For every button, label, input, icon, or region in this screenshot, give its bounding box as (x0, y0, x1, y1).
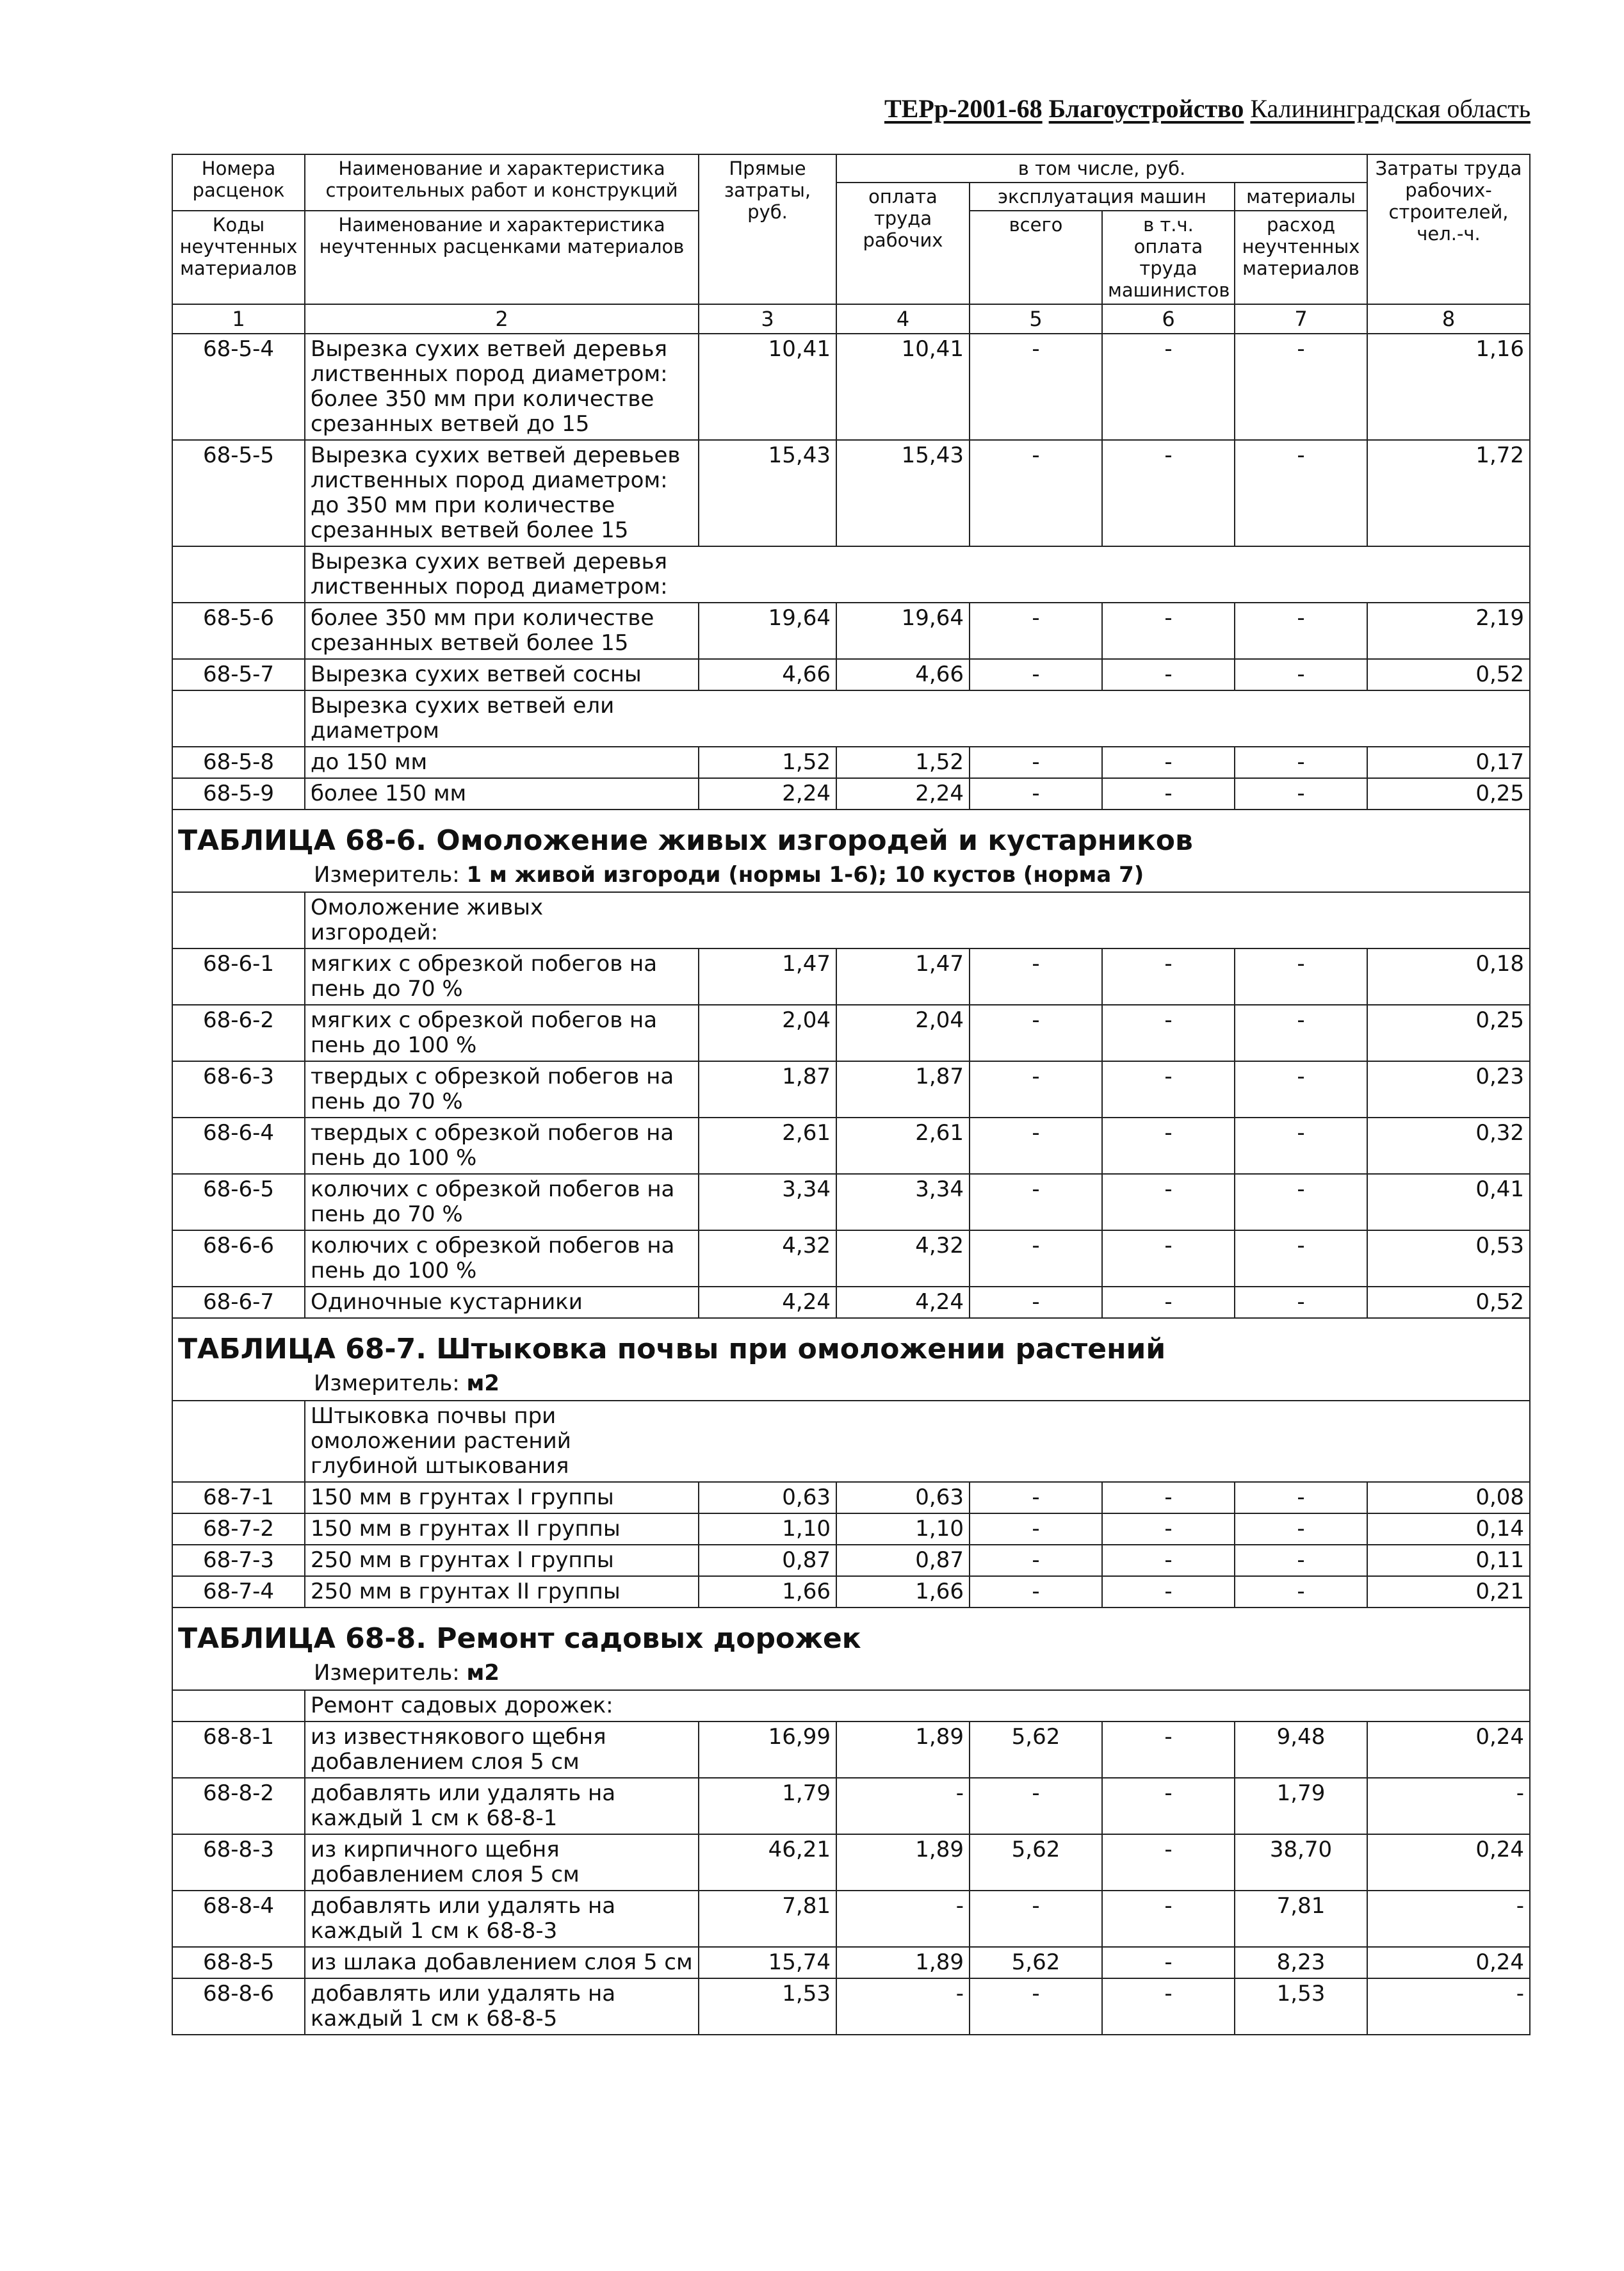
direct-cost: 1,10 (699, 1513, 836, 1545)
work-name: колючих с обрезкой побегов на пень до 100 % (305, 1230, 699, 1287)
work-name: более 350 мм при количестве срезанных ветвей более 15 (305, 603, 699, 659)
measure-value: м2 (466, 1371, 499, 1396)
materials-use: - (1235, 1482, 1367, 1513)
labor-hours: 0,52 (1367, 1287, 1530, 1318)
table-row (172, 1005, 1530, 1061)
machines-total: - (970, 747, 1102, 778)
measure-unit (172, 1658, 1530, 1690)
table-row (172, 1891, 1530, 1947)
machines-pay: - (1102, 334, 1235, 440)
group-row (172, 1401, 1530, 1482)
table-row (172, 1230, 1530, 1287)
machines-total: - (970, 1513, 1102, 1545)
labor-hours: 2,19 (1367, 603, 1530, 659)
machines-total: - (970, 1061, 1102, 1118)
work-name: 150 мм в грунтах II группы (305, 1513, 699, 1545)
machines-total: - (970, 1287, 1102, 1318)
work-name: Вырезка сухих ветвей сосны (305, 659, 699, 690)
materials-use: - (1235, 1576, 1367, 1608)
work-name: колючих с обрезкой побегов на пень до 70 % (305, 1174, 699, 1230)
rate-code: 68-6-5 (172, 1174, 305, 1230)
machines-total: - (970, 948, 1102, 1005)
col-num-bottom: Коды неучтенных материалов (172, 211, 305, 304)
rate-code: 68-7-1 (172, 1482, 305, 1513)
col-machines-pay: в т.ч. оплата труда машинистов (1102, 211, 1235, 304)
table-row (172, 603, 1530, 659)
col-num-top: Номера расценок (172, 154, 305, 211)
column-numbers-row (172, 304, 1530, 334)
rate-code: 68-8-4 (172, 1891, 305, 1947)
direct-cost: 1,53 (699, 1978, 836, 2035)
rate-code: 68-6-2 (172, 1005, 305, 1061)
rate-code: 68-6-6 (172, 1230, 305, 1287)
labor-pay: 3,34 (836, 1174, 970, 1230)
column-number: 7 (1235, 304, 1367, 334)
machines-pay: - (1102, 1230, 1235, 1287)
group-row (172, 1690, 1530, 1722)
table-row (172, 1978, 1530, 2035)
work-name: 250 мм в грунтах I группы (305, 1545, 699, 1576)
direct-cost: 1,79 (699, 1778, 836, 1834)
machines-pay: - (1102, 659, 1235, 690)
labor-pay: 4,24 (836, 1287, 970, 1318)
labor-pay: 1,10 (836, 1513, 970, 1545)
labor-pay: 1,89 (836, 1722, 970, 1778)
machines-total: - (970, 1005, 1102, 1061)
measure-value: м2 (466, 1660, 499, 1686)
section-title-row (172, 1318, 1530, 1369)
direct-cost: 2,04 (699, 1005, 836, 1061)
machines-pay: - (1102, 1978, 1235, 2035)
table-row (172, 948, 1530, 1005)
machines-total: 5,62 (970, 1722, 1102, 1778)
direct-cost: 2,24 (699, 778, 836, 810)
table-row (172, 1778, 1530, 1834)
table-row (172, 440, 1530, 546)
direct-cost: 16,99 (699, 1722, 836, 1778)
table-row (172, 1118, 1530, 1174)
machines-pay: - (1102, 1722, 1235, 1778)
machines-pay: - (1102, 948, 1235, 1005)
table-row (172, 1513, 1530, 1545)
machines-pay: - (1102, 1061, 1235, 1118)
machines-pay: - (1102, 1287, 1235, 1318)
work-name: Вырезка сухих ветвей деревьев лиственных пород диаметром: до 350 мм при количестве срезанных ветвей более 15 (305, 440, 699, 546)
labor-pay: 4,66 (836, 659, 970, 690)
work-name: мягких с обрезкой побегов на пень до 70 % (305, 948, 699, 1005)
labor-pay: 1,89 (836, 1834, 970, 1891)
group-label: Вырезка сухих ветвей ели диаметром (305, 690, 1530, 747)
measure-row (172, 1369, 1530, 1401)
measure-label: Измеритель: (314, 1371, 467, 1396)
materials-use: 9,48 (1235, 1722, 1367, 1778)
materials-use: - (1235, 1061, 1367, 1118)
materials-use: - (1235, 1513, 1367, 1545)
measure-row (172, 860, 1530, 892)
machines-total: - (970, 659, 1102, 690)
labor-pay: 2,61 (836, 1118, 970, 1174)
machines-pay: - (1102, 1513, 1235, 1545)
work-name: добавлять или удалять на каждый 1 см к 68-8-1 (305, 1778, 699, 1834)
section-title-row (172, 1608, 1530, 1658)
rate-code: 68-6-7 (172, 1287, 305, 1318)
machines-total: - (970, 1891, 1102, 1947)
rate-code: 68-5-8 (172, 747, 305, 778)
rate-code: 68-8-5 (172, 1947, 305, 1978)
table-row (172, 1576, 1530, 1608)
labor-hours: 0,24 (1367, 1722, 1530, 1778)
rate-code: 68-6-3 (172, 1061, 305, 1118)
measure-unit (172, 860, 1530, 892)
machines-total: - (970, 1174, 1102, 1230)
col-labor-pay: оплата труда рабочих (836, 183, 970, 304)
labor-hours: - (1367, 1891, 1530, 1947)
table-row (172, 1947, 1530, 1978)
machines-total: 5,62 (970, 1834, 1102, 1891)
materials-use: 1,53 (1235, 1978, 1367, 2035)
measure-row (172, 1658, 1530, 1690)
measure-unit (172, 1369, 1530, 1401)
labor-pay: 0,63 (836, 1482, 970, 1513)
direct-cost: 0,87 (699, 1545, 836, 1576)
page-header (704, 94, 1531, 124)
group-row (172, 690, 1530, 747)
work-name: 250 мм в грунтах II группы (305, 1576, 699, 1608)
materials-use: - (1235, 747, 1367, 778)
table-row (172, 747, 1530, 778)
materials-use: - (1235, 1287, 1367, 1318)
rate-code: 68-8-3 (172, 1834, 305, 1891)
direct-cost: 0,63 (699, 1482, 836, 1513)
labor-hours: 0,52 (1367, 659, 1530, 690)
doc-region: Калининградская область (1250, 94, 1531, 123)
work-name: до 150 мм (305, 747, 699, 778)
direct-cost: 1,52 (699, 747, 836, 778)
materials-use: - (1235, 1174, 1367, 1230)
materials-use: 8,23 (1235, 1947, 1367, 1978)
section-title-row (172, 810, 1530, 860)
machines-total: - (970, 440, 1102, 546)
machines-total: - (970, 778, 1102, 810)
col-incl: в том числе, руб. (836, 154, 1367, 183)
column-number: 3 (699, 304, 836, 334)
direct-cost: 15,74 (699, 1947, 836, 1978)
col-name-top: Наименование и характеристика строительных работ и конструкций (305, 154, 699, 211)
machines-pay: - (1102, 1482, 1235, 1513)
column-number: 4 (836, 304, 970, 334)
work-name: более 150 мм (305, 778, 699, 810)
group-label: Вырезка сухих ветвей деревья лиственных пород диаметром: (305, 546, 1530, 603)
machines-pay: - (1102, 440, 1235, 546)
labor-hours: 0,11 (1367, 1545, 1530, 1576)
direct-cost: 7,81 (699, 1891, 836, 1947)
labor-hours: 0,08 (1367, 1482, 1530, 1513)
machines-total: - (970, 1576, 1102, 1608)
materials-use: - (1235, 440, 1367, 546)
rate-code: 68-5-6 (172, 603, 305, 659)
rate-code: 68-5-9 (172, 778, 305, 810)
machines-total: - (970, 1482, 1102, 1513)
machines-total: 5,62 (970, 1947, 1102, 1978)
labor-pay: 1,66 (836, 1576, 970, 1608)
direct-cost: 1,87 (699, 1061, 836, 1118)
machines-pay: - (1102, 778, 1235, 810)
measure-label: Измеритель: (314, 1660, 467, 1686)
group-label: Ремонт садовых дорожек: (305, 1690, 1530, 1722)
labor-pay: 4,32 (836, 1230, 970, 1287)
group-row (172, 546, 1530, 603)
labor-hours: 0,53 (1367, 1230, 1530, 1287)
table-row (172, 1722, 1530, 1778)
labor-pay: 10,41 (836, 334, 970, 440)
column-number: 6 (1102, 304, 1235, 334)
machines-pay: - (1102, 1947, 1235, 1978)
labor-hours: 0,24 (1367, 1947, 1530, 1978)
direct-cost: 1,66 (699, 1576, 836, 1608)
labor-hours: 0,21 (1367, 1576, 1530, 1608)
section-title: ТАБЛИЦА 68-7. Штыковка почвы при омоложении растений (172, 1318, 1530, 1369)
rates-table (172, 154, 1531, 2035)
machines-pay: - (1102, 603, 1235, 659)
group-label: Омоложение живых изгородей: (305, 892, 1530, 948)
rate-code: 68-8-1 (172, 1722, 305, 1778)
materials-use: 38,70 (1235, 1834, 1367, 1891)
machines-pay: - (1102, 1834, 1235, 1891)
machines-pay: - (1102, 1118, 1235, 1174)
work-name: 150 мм в грунтах I группы (305, 1482, 699, 1513)
rate-code: 68-5-4 (172, 334, 305, 440)
col-name-bottom: Наименование и характеристика неучтенных расценками материалов (305, 211, 699, 304)
machines-total: - (970, 334, 1102, 440)
materials-use: 1,79 (1235, 1778, 1367, 1834)
labor-hours: 0,41 (1367, 1174, 1530, 1230)
labor-pay: 0,87 (836, 1545, 970, 1576)
direct-cost: 3,34 (699, 1174, 836, 1230)
labor-hours: 0,18 (1367, 948, 1530, 1005)
col-machines-total: всего (970, 211, 1102, 304)
section-title: ТАБЛИЦА 68-8. Ремонт садовых дорожек (172, 1608, 1530, 1658)
materials-use: 7,81 (1235, 1891, 1367, 1947)
table-row (172, 1834, 1530, 1891)
rate-code: 68-7-4 (172, 1576, 305, 1608)
labor-pay: 15,43 (836, 440, 970, 546)
labor-hours: 0,14 (1367, 1513, 1530, 1545)
materials-use: - (1235, 1545, 1367, 1576)
rate-code: 68-5-5 (172, 440, 305, 546)
column-number: 8 (1367, 304, 1530, 334)
machines-total: - (970, 1230, 1102, 1287)
measure-value: 1 м живой изгороди (нормы 1-6); 10 кустов (норма 7) (466, 862, 1144, 888)
direct-cost: 4,66 (699, 659, 836, 690)
col-materials: материалы (1235, 183, 1367, 211)
machines-pay: - (1102, 1174, 1235, 1230)
labor-hours: - (1367, 1778, 1530, 1834)
materials-use: - (1235, 603, 1367, 659)
table-row (172, 1061, 1530, 1118)
materials-use: - (1235, 659, 1367, 690)
doc-code: ТЕРр-2001-68 (884, 94, 1043, 123)
rate-code: 68-7-2 (172, 1513, 305, 1545)
labor-pay: 2,24 (836, 778, 970, 810)
machines-pay: - (1102, 1545, 1235, 1576)
direct-cost: 4,32 (699, 1230, 836, 1287)
col-machines: эксплуатация машин (970, 183, 1235, 211)
labor-pay: - (836, 1891, 970, 1947)
column-number: 5 (970, 304, 1102, 334)
work-name: Одиночные кустарники (305, 1287, 699, 1318)
labor-pay: 1,52 (836, 747, 970, 778)
labor-hours: 0,23 (1367, 1061, 1530, 1118)
labor-pay: 1,47 (836, 948, 970, 1005)
work-name: добавлять или удалять на каждый 1 см к 68-8-5 (305, 1978, 699, 2035)
materials-use: - (1235, 948, 1367, 1005)
labor-hours: - (1367, 1978, 1530, 2035)
doc-title: Благоустройство (1048, 94, 1244, 123)
rate-code: 68-8-2 (172, 1778, 305, 1834)
machines-pay: - (1102, 1778, 1235, 1834)
labor-pay: - (836, 1778, 970, 1834)
work-name: твердых с обрезкой побегов на пень до 70 % (305, 1061, 699, 1118)
direct-cost: 1,47 (699, 948, 836, 1005)
machines-total: - (970, 1978, 1102, 2035)
direct-cost: 46,21 (699, 1834, 836, 1891)
labor-pay: 2,04 (836, 1005, 970, 1061)
labor-hours: 0,32 (1367, 1118, 1530, 1174)
rate-code: 68-5-7 (172, 659, 305, 690)
rate-code: 68-8-6 (172, 1978, 305, 2035)
measure-label: Измеритель: (314, 862, 467, 888)
labor-pay: 1,89 (836, 1947, 970, 1978)
table-row (172, 1482, 1530, 1513)
col-labor: Затраты труда рабочих-строителей, чел.-ч. (1367, 154, 1530, 304)
work-name: добавлять или удалять на каждый 1 см к 68-8-3 (305, 1891, 699, 1947)
group-row (172, 892, 1530, 948)
labor-pay: 19,64 (836, 603, 970, 659)
col-materials-use: расход неучтенных материалов (1235, 211, 1367, 304)
labor-hours: 0,24 (1367, 1834, 1530, 1891)
work-name: Вырезка сухих ветвей деревья лиственных пород диаметром: более 350 мм при количестве срезанных ветвей до 15 (305, 334, 699, 440)
rate-code: 68-7-3 (172, 1545, 305, 1576)
table-row (172, 1174, 1530, 1230)
labor-hours: 0,25 (1367, 778, 1530, 810)
labor-hours: 1,72 (1367, 440, 1530, 546)
direct-cost: 15,43 (699, 440, 836, 546)
work-name: из кирпичного щебня добавлением слоя 5 см (305, 1834, 699, 1891)
direct-cost: 19,64 (699, 603, 836, 659)
table-row (172, 778, 1530, 810)
materials-use: - (1235, 1118, 1367, 1174)
machines-total: - (970, 1545, 1102, 1576)
rate-code: 68-6-4 (172, 1118, 305, 1174)
labor-pay: - (836, 1978, 970, 2035)
direct-cost: 2,61 (699, 1118, 836, 1174)
column-number: 2 (305, 304, 699, 334)
machines-total: - (970, 603, 1102, 659)
table-row (172, 659, 1530, 690)
labor-hours: 0,17 (1367, 747, 1530, 778)
labor-pay: 1,87 (836, 1061, 970, 1118)
rate-code: 68-6-1 (172, 948, 305, 1005)
column-number: 1 (172, 304, 305, 334)
work-name: из шлака добавлением слоя 5 см (305, 1947, 699, 1978)
machines-pay: - (1102, 1891, 1235, 1947)
group-label: Штыковка почвы при омоложении растений глубиной штыкования (305, 1401, 1530, 1482)
work-name: из известнякового щебня добавлением слоя 5 см (305, 1722, 699, 1778)
table-row (172, 1287, 1530, 1318)
materials-use: - (1235, 334, 1367, 440)
materials-use: - (1235, 778, 1367, 810)
machines-pay: - (1102, 1005, 1235, 1061)
labor-hours: 1,16 (1367, 334, 1530, 440)
materials-use: - (1235, 1005, 1367, 1061)
work-name: мягких с обрезкой побегов на пень до 100 % (305, 1005, 699, 1061)
section-title: ТАБЛИЦА 68-6. Омоложение живых изгородей и кустарников (172, 810, 1530, 860)
table-row (172, 1545, 1530, 1576)
col-direct: Прямые затраты, руб. (699, 154, 836, 304)
machines-pay: - (1102, 1576, 1235, 1608)
table-row (172, 334, 1530, 440)
machines-total: - (970, 1778, 1102, 1834)
machines-total: - (970, 1118, 1102, 1174)
direct-cost: 10,41 (699, 334, 836, 440)
materials-use: - (1235, 1230, 1367, 1287)
machines-pay: - (1102, 747, 1235, 778)
work-name: твердых с обрезкой побегов на пень до 100 % (305, 1118, 699, 1174)
direct-cost: 4,24 (699, 1287, 836, 1318)
labor-hours: 0,25 (1367, 1005, 1530, 1061)
